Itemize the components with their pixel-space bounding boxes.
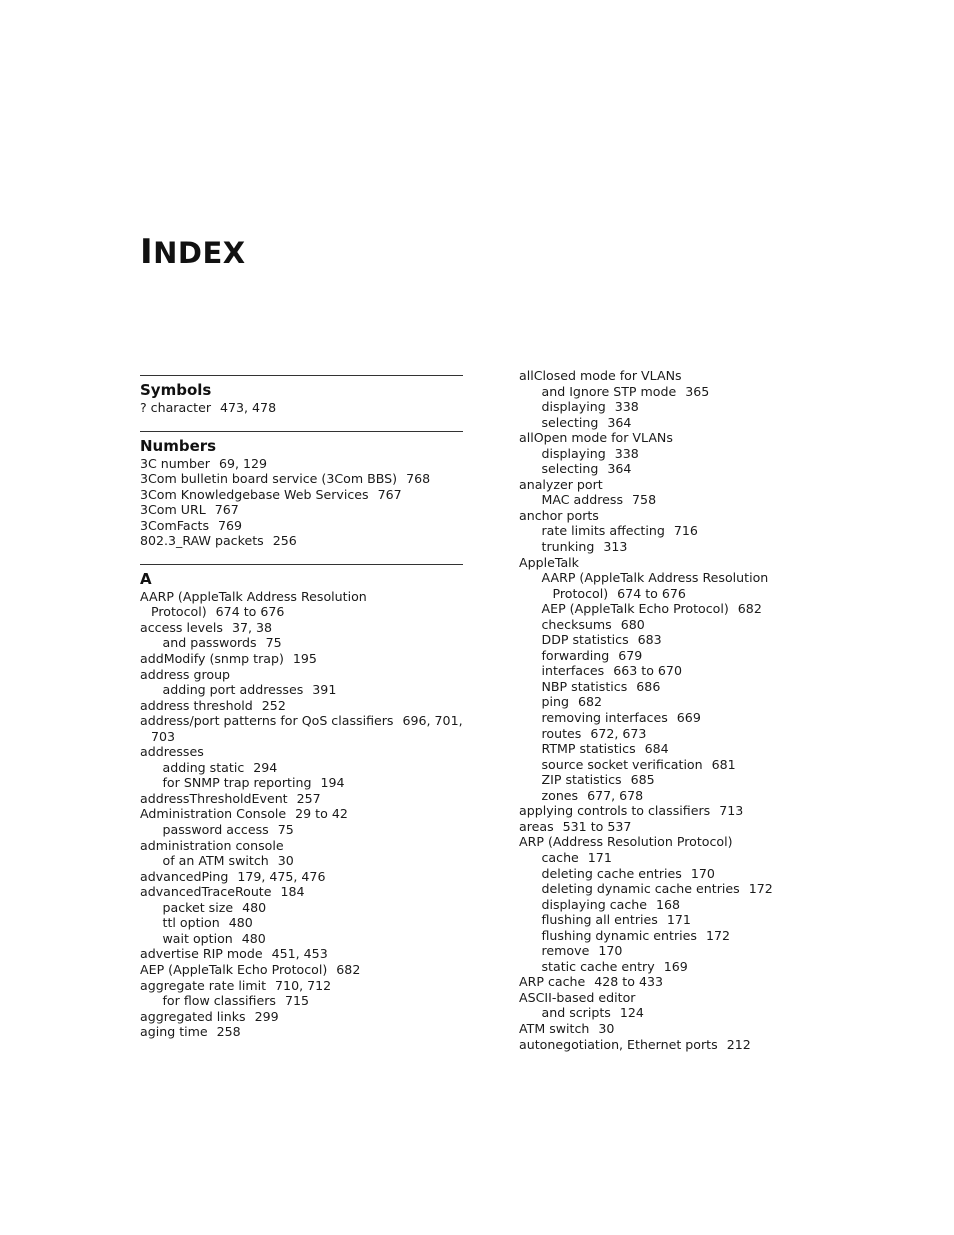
entry-pages: 194: [320, 775, 345, 791]
entry-term: ARP cache: [519, 974, 586, 990]
index-subentry: [519, 943, 819, 959]
entry-pages: 30: [277, 853, 294, 869]
entry-term: displaying: [541, 445, 606, 461]
entry-continuation: [140, 604, 463, 620]
entry-pages: 684: [644, 741, 669, 757]
index-subentry: [519, 1005, 819, 1021]
index-subentry: [140, 822, 463, 838]
entry-pages: 768: [406, 471, 431, 487]
entry-pages: 451, 453: [271, 946, 328, 962]
entry-term: ATM switch: [519, 1020, 590, 1036]
entry-term: 3C number: [140, 455, 210, 471]
entry-term: cache: [541, 849, 579, 865]
entry-term: ? character: [140, 400, 211, 415]
entry-pages: 696, 701,: [402, 713, 463, 729]
index-entry: [140, 978, 463, 994]
index-subentry: [140, 682, 463, 698]
index-subentry: [140, 635, 463, 651]
entry-pages: 252: [261, 697, 286, 713]
index-entry: [140, 884, 463, 900]
entry-pages: 713: [719, 803, 744, 819]
entry-pages: 767: [214, 502, 239, 518]
entry-term: trunking: [541, 539, 595, 555]
entry-term: wait option: [162, 930, 233, 946]
entry-term: for SNMP trap reporting: [162, 775, 312, 791]
index-entry: [140, 400, 463, 416]
entry-term: 802.3_RAW packets: [140, 533, 264, 549]
entry-term: access levels: [140, 619, 223, 635]
entry-pages: 29 to 42: [295, 806, 348, 822]
index-entry: [140, 487, 463, 503]
entry-continuation-text: Protocol): [151, 604, 207, 620]
entry-term: routes: [541, 725, 582, 741]
entry-continuation-text: 703: [151, 728, 176, 744]
page-title: [140, 232, 246, 272]
index-subentry: [519, 663, 819, 679]
entry-pages: 710, 712: [275, 977, 332, 993]
entry-pages: 338: [614, 399, 639, 415]
index-subentry: [519, 461, 819, 477]
index-subentry: [519, 446, 819, 462]
entry-term: 3Com URL: [140, 502, 206, 518]
entry-term: addModify (snmp trap): [140, 651, 284, 667]
entry-term: Administration Console: [140, 806, 287, 822]
index-subentry: [519, 897, 819, 913]
entry-pages: 674 to 676: [617, 585, 686, 601]
entry-term: allClosed mode for VLANs: [519, 368, 682, 383]
entry-term: rate limits affecting: [541, 523, 665, 539]
entry-pages: 172: [705, 927, 730, 943]
entry-term: adding static: [162, 759, 245, 775]
entry-pages: 682: [577, 694, 603, 710]
index-subentry: [140, 900, 463, 916]
entry-term: and Ignore STP mode: [541, 383, 677, 399]
entry-term: interfaces: [541, 663, 605, 679]
entry-term: aggregate rate limit: [140, 977, 267, 993]
page-title-rest: NDEX: [153, 236, 246, 270]
entry-term: administration console: [140, 837, 284, 853]
index-entry: [519, 990, 819, 1006]
entry-pages: 683: [637, 632, 662, 648]
entry-term: address threshold: [140, 697, 253, 713]
entry-pages: 685: [630, 772, 655, 788]
entry-pages: 294: [253, 759, 278, 775]
index-subentry: [519, 632, 819, 648]
entry-pages: 258: [216, 1024, 241, 1040]
index-subentry: [519, 539, 819, 555]
entry-pages: 171: [587, 849, 612, 865]
index-subentry: [519, 912, 819, 928]
index-subentry: [519, 694, 819, 710]
entry-pages: 531 to 537: [562, 818, 632, 834]
entry-term: NBP statistics: [541, 678, 628, 694]
entry-pages: 338: [614, 445, 639, 461]
index-entry: [140, 456, 463, 472]
index-entry: [519, 1021, 819, 1037]
entry-pages: 669: [676, 710, 701, 726]
index-entry: [519, 1037, 819, 1053]
index-subentry: [519, 959, 819, 975]
entry-term: address group: [140, 666, 231, 682]
entry-term: displaying: [541, 399, 606, 415]
section-heading: Numbers: [140, 431, 463, 456]
entry-term: areas: [519, 818, 554, 834]
index-subentry: [519, 523, 819, 539]
entry-term: anchor ports: [519, 507, 599, 523]
entry-term: static cache entry: [541, 958, 655, 974]
entry-pages: 299: [254, 1008, 279, 1024]
entry-term: deleting dynamic cache entries: [541, 881, 740, 897]
entry-pages: 30: [598, 1020, 615, 1036]
entry-pages: 313: [603, 539, 628, 555]
index-section: [140, 431, 463, 549]
entry-term: zones: [541, 787, 579, 803]
entry-pages: 212: [726, 1036, 751, 1052]
entry-term: adding port addresses: [162, 682, 304, 698]
index-subentry: [519, 710, 819, 726]
index-subentry: [140, 775, 463, 791]
index-subentry: [519, 850, 819, 866]
index-entry: [140, 744, 463, 760]
entry-term: 3Com bulletin board service (3Com BBS): [140, 471, 398, 487]
entry-pages: 256: [272, 533, 297, 549]
index-entry: [140, 471, 463, 487]
entry-pages: 172: [748, 881, 773, 897]
entry-pages: 677, 678: [587, 787, 644, 803]
entry-term: removing interfaces: [541, 710, 668, 726]
index-subentry: [519, 741, 819, 757]
index-entry: [140, 620, 463, 636]
index-entry: [140, 791, 463, 807]
entry-term: autonegotiation, Ethernet ports: [519, 1036, 718, 1052]
index-subentry: [519, 881, 819, 897]
entry-term: and scripts: [541, 1005, 611, 1021]
entry-term: ttl option: [162, 915, 220, 931]
entry-term: address/port patterns for QoS classifiers: [140, 713, 394, 729]
index-entry: [519, 834, 819, 850]
entry-pages: 168: [656, 896, 681, 912]
entry-pages: 480: [241, 930, 266, 946]
index-entry: [140, 1024, 463, 1040]
entry-pages: 682: [336, 961, 361, 977]
entry-pages: 75: [277, 822, 294, 838]
entry-pages: 171: [666, 912, 691, 928]
entry-pages: 663 to 670: [613, 663, 682, 679]
entry-term: RTMP statistics: [541, 741, 636, 757]
entry-term: advertise RIP mode: [140, 946, 263, 962]
entry-term: for flow classifiers: [162, 993, 276, 1009]
index-entry: [140, 651, 463, 667]
entry-term: allOpen mode for VLANs: [519, 430, 673, 446]
index-subentry: [519, 648, 819, 664]
index-section: [140, 375, 463, 416]
entry-term: ZIP statistics: [541, 772, 622, 788]
entry-term: and passwords: [162, 635, 257, 651]
entry-term: selecting: [541, 414, 599, 430]
index-subentry: [140, 760, 463, 776]
index-entry: [140, 518, 463, 534]
index-subentry: [140, 993, 463, 1009]
index-subentry: [519, 415, 819, 431]
entry-term: aging time: [140, 1024, 208, 1040]
entry-term: of an ATM switch: [162, 853, 269, 869]
entry-term: forwarding: [541, 647, 610, 663]
entry-term: AEP (AppleTalk Echo Protocol): [541, 601, 729, 617]
entry-term: advancedPing: [140, 868, 229, 884]
entry-pages: 170: [598, 943, 623, 959]
entry-continuation: [542, 586, 820, 602]
index-entry: [140, 713, 463, 744]
entry-pages: 715: [284, 993, 309, 1009]
index-entry: [519, 819, 819, 835]
entry-pages: 364: [607, 461, 632, 477]
index-subentry: [519, 399, 819, 415]
entry-pages: 686: [636, 678, 661, 694]
page-title-initial: I: [140, 232, 154, 272]
entry-term: ASCII-based editor: [519, 989, 636, 1005]
entry-pages: 124: [619, 1005, 644, 1021]
entry-term: ping: [541, 694, 569, 710]
index-entry: [519, 508, 819, 524]
index-entry: [519, 368, 819, 384]
entry-term: 3ComFacts: [140, 517, 210, 533]
entry-term: flushing all entries: [541, 912, 658, 928]
entry-term: remove: [541, 943, 590, 959]
entry-pages: 716: [673, 523, 698, 539]
entry-pages: 75: [265, 635, 282, 651]
entry-term: displaying cache: [541, 896, 647, 912]
index-entry: [519, 477, 819, 493]
index-subentry: [519, 726, 819, 742]
entry-pages: 682: [737, 601, 762, 617]
index-entry: [140, 962, 463, 978]
index-subentry: [519, 866, 819, 882]
entry-pages: 480: [242, 899, 267, 915]
entry-pages: 681: [711, 756, 736, 772]
index-subentry: [519, 570, 819, 601]
entry-pages: 480: [228, 915, 253, 931]
entry-term: AEP (AppleTalk Echo Protocol): [140, 961, 328, 977]
index-subentry: [140, 915, 463, 931]
index-subentry: [519, 492, 819, 508]
index-section: [140, 564, 463, 1040]
entry-pages: 680: [620, 616, 645, 632]
entry-pages: 672, 673: [590, 725, 647, 741]
entry-term: AARP (AppleTalk Address Resolution: [541, 570, 769, 586]
index-entry: [140, 698, 463, 714]
index-subentry: [519, 788, 819, 804]
entry-pages: 364: [607, 414, 632, 430]
entry-term: AppleTalk: [519, 554, 579, 570]
index-entry: [140, 838, 463, 854]
index-entry: [140, 1009, 463, 1025]
entry-pages: 767: [377, 486, 402, 502]
entry-pages: 69, 129: [218, 455, 268, 471]
index-entry: [140, 502, 463, 518]
entry-term: DDP statistics: [541, 632, 629, 648]
index-column-left: [140, 368, 463, 1040]
index-entry: [140, 589, 463, 620]
index-entry: [140, 869, 463, 885]
index-entry: [140, 533, 463, 549]
index-subentry: [519, 601, 819, 617]
index-subentry: [140, 853, 463, 869]
entry-term: analyzer port: [519, 476, 603, 492]
index-entry: [140, 946, 463, 962]
entry-pages: 769: [218, 517, 243, 533]
entry-term: password access: [162, 822, 269, 838]
index-subentry: [519, 772, 819, 788]
entry-term: applying controls to classifiers: [519, 803, 711, 819]
index-entry: [140, 667, 463, 683]
section-heading: Symbols: [140, 375, 463, 400]
entry-pages: 170: [690, 865, 715, 881]
section-heading: A: [140, 564, 463, 589]
index-entry: [140, 806, 463, 822]
entry-pages: 679: [618, 647, 643, 663]
index-entry: [519, 803, 819, 819]
entry-continuation-text: Protocol): [552, 585, 609, 601]
entry-term: selecting: [541, 461, 599, 477]
entry-term: flushing dynamic entries: [541, 927, 697, 943]
entry-pages: 195: [292, 651, 317, 667]
entry-term: checksums: [541, 616, 612, 632]
index-entry: [519, 555, 819, 571]
entry-pages: 184: [280, 884, 305, 900]
index-subentry: [519, 757, 819, 773]
index-entry: [519, 974, 819, 990]
entry-pages: 428 to 433: [594, 974, 663, 990]
index-entry: [519, 430, 819, 446]
entry-pages: 179, 475, 476: [237, 868, 326, 884]
entry-term: advancedTraceRoute: [140, 884, 272, 900]
entry-term: ARP (Address Resolution Protocol): [519, 834, 733, 850]
entry-term: aggregated links: [140, 1008, 246, 1024]
entry-term: MAC address: [541, 492, 624, 508]
index-subentry: [140, 931, 463, 947]
entry-term: 3Com Knowledgebase Web Services: [140, 486, 369, 502]
entry-term: addresses: [140, 744, 204, 760]
entry-pages: 169: [663, 958, 688, 974]
entry-term: source socket verification: [541, 756, 703, 772]
entry-pages: 758: [632, 492, 657, 508]
entry-pages: 257: [296, 790, 321, 806]
entry-term: AARP (AppleTalk Address Resolution: [140, 588, 367, 604]
entry-pages: 391: [312, 682, 337, 698]
entry-pages: 365: [685, 383, 710, 399]
entry-pages: 37, 38: [231, 619, 273, 635]
entry-pages: 674 to 676: [215, 604, 285, 620]
index-subentry: [519, 679, 819, 695]
entry-pages: 473, 478: [220, 400, 277, 415]
entry-term: deleting cache entries: [541, 865, 682, 881]
entry-continuation: [140, 729, 463, 745]
index-subentry: [519, 617, 819, 633]
index-subentry: [519, 928, 819, 944]
index-subentry: [519, 384, 819, 400]
index-column-right: [519, 368, 819, 1052]
entry-term: addressThresholdEvent: [140, 790, 288, 806]
entry-term: packet size: [162, 899, 234, 915]
